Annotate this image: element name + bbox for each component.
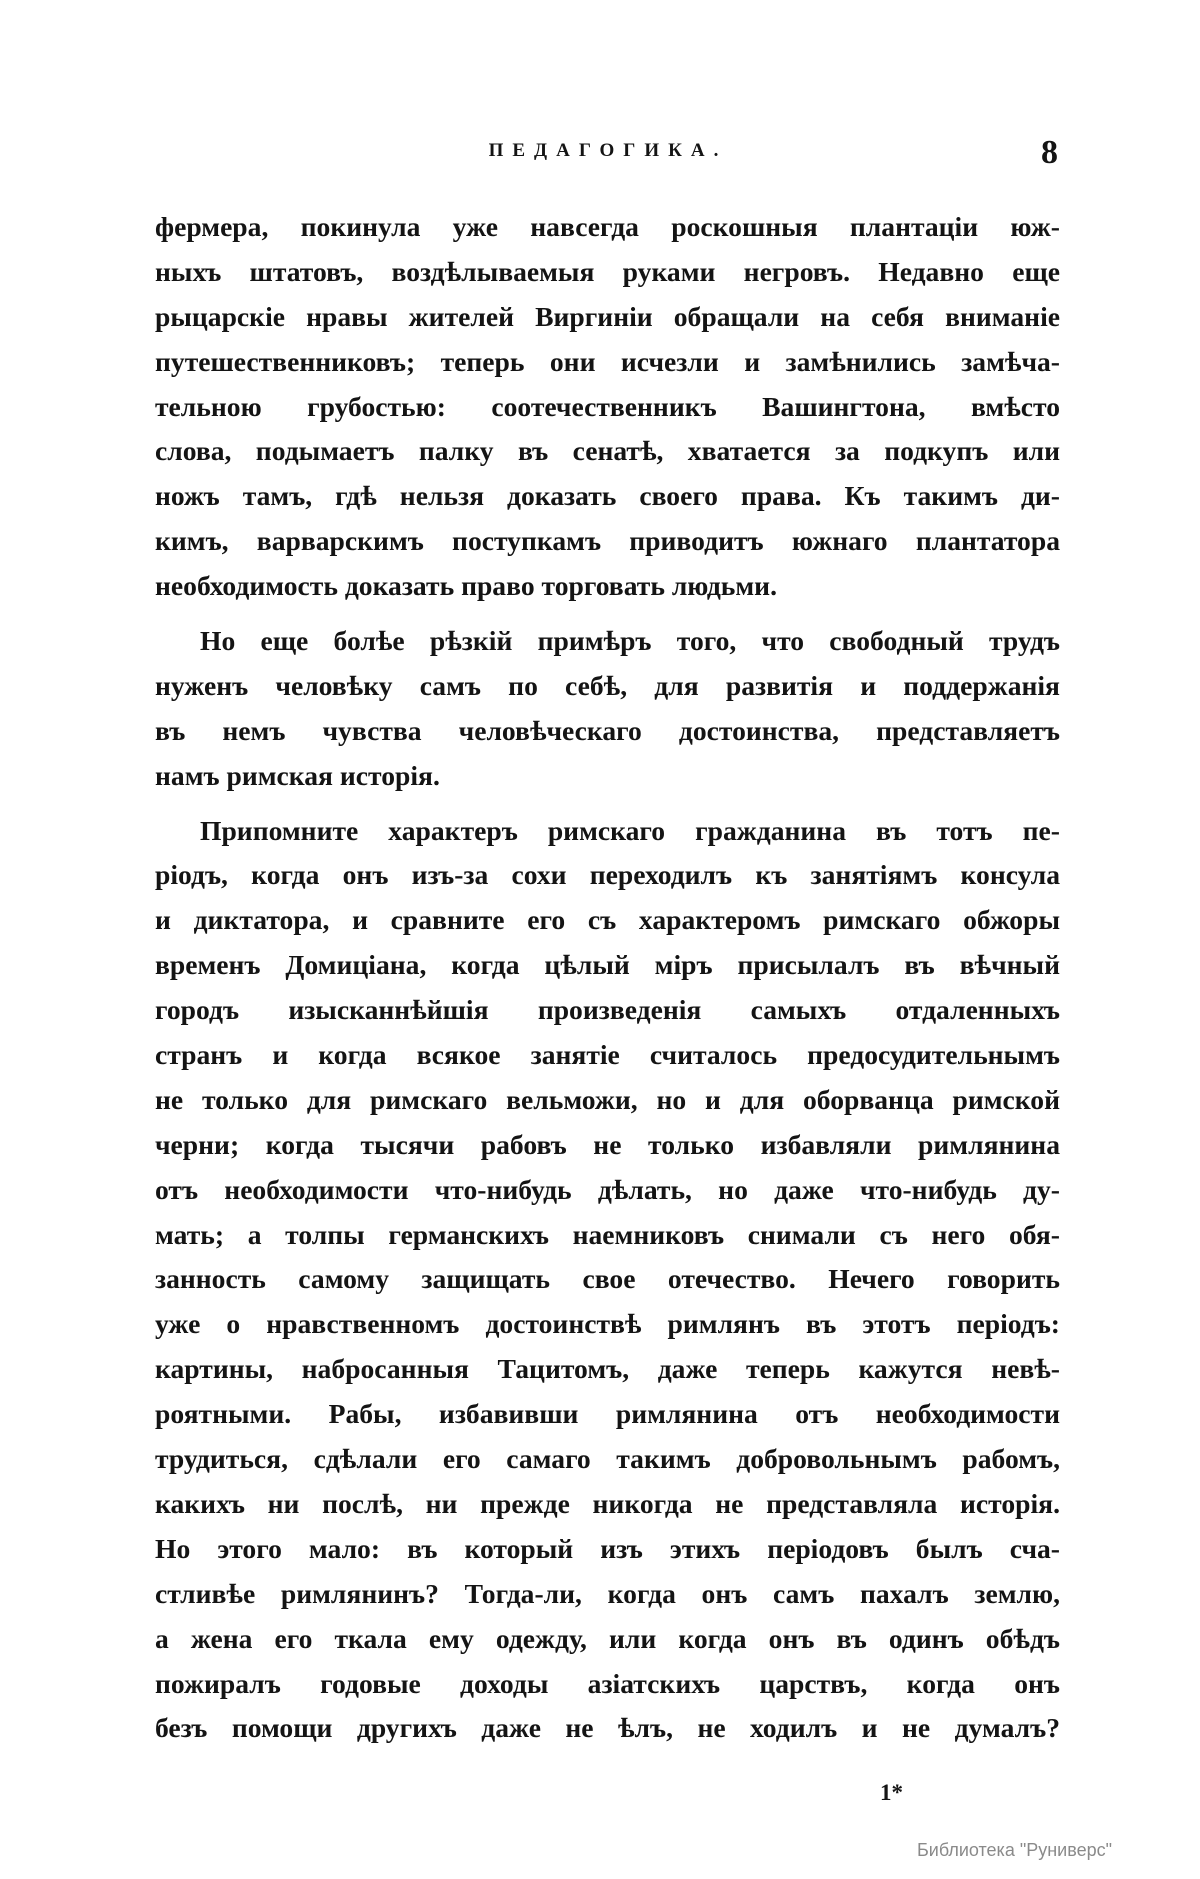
text-line: кимъ, варварскимъ поступкамъ приводитъ южнаго плантатора [155, 525, 1060, 557]
text-line: уже о нравственномъ достоинствѣ римлянъ въ этотъ перiодъ: [155, 1308, 1060, 1340]
text-line: намъ римская исторiя. [155, 759, 440, 791]
text-line: пожиралъ годовые доходы азiатскихъ царствъ, когда онъ [155, 1667, 1060, 1699]
signature-mark: 1* [880, 1780, 903, 1805]
paragraph-gap [155, 799, 1060, 809]
text-line: роятными. Рабы, избавивши римлянина отъ необходимости [155, 1398, 1060, 1430]
text-line: рiодъ, когда онъ изъ-за сохи переходилъ къ занятiямъ консула [155, 859, 1060, 891]
text-line: необходимость доказать право торговать людьми. [155, 570, 777, 602]
text-line: какихъ ни послѣ, ни прежде никогда не представляла исторiя. [155, 1487, 1060, 1519]
text-line: ножъ тамъ, гдѣ нельзя доказать своего права. Къ такимъ ди- [155, 480, 1060, 512]
text-line: черни; когда тысячи рабовъ не только избавляли римлянина [155, 1128, 1060, 1160]
text-line: нуженъ человѣку самъ по себѣ, для развитiя и поддержанiя [155, 669, 1060, 701]
library-watermark: Библиотека "Руниверс" [916, 1840, 1112, 1860]
text-line: фермера, покинула уже навсегда роскошныя плантацiи юж- [155, 211, 1060, 242]
text-line: Припомните характеръ римскаго гражданина въ тотъ пе- [200, 814, 1060, 846]
text-line: городъ изысканнѣйшiя произведенiя самыхъ отдаленныхъ [155, 994, 1060, 1026]
text-line: мать; а толпы германскихъ наемниковъ снимали съ него обя- [155, 1218, 1060, 1250]
paragraph-2 [155, 619, 1060, 799]
running-head [150, 134, 1060, 180]
text-line: въ немъ чувства человѣческаго достоинства, представляетъ [155, 714, 1060, 746]
text-line: путешественниковъ; теперь они исчезли и замѣнились замѣча- [155, 345, 1060, 377]
paragraph-gap [155, 609, 1060, 619]
text-line: отъ необходимости что-нибудь дѣлать, но даже что-нибудь ду- [155, 1173, 1060, 1205]
text-line: картины, набросанныя Тацитомъ, даже теперь кажутся невѣ- [155, 1353, 1060, 1385]
text-line: тельною грубостью: соотечественникъ Вашингтона, вмѣсто [155, 390, 1060, 422]
text-line: не только для римскаго вельможи, но и для оборванца римской [155, 1083, 1060, 1115]
text-line: занность самому защищать свое отечество. Нечего говорить [155, 1263, 1060, 1295]
paragraph-1 [155, 205, 1060, 609]
running-title: ПЕДАГОГИКА. [488, 140, 728, 161]
text-line: странъ и когда всякое занятiе считалось предосудительнымъ [155, 1039, 1060, 1071]
text-line: временъ Домицiана, когда цѣлый мiръ присылалъ въ вѣчный [155, 949, 1060, 981]
text-line: а жена его ткала ему одежду, или когда онъ въ одинъ обѣдъ [155, 1622, 1060, 1654]
text-line: трудиться, сдѣлали его самаго такимъ добровольнымъ рабомъ, [155, 1443, 1060, 1475]
paragraph-3 [155, 809, 1060, 1752]
text-line: и диктатора, и сравните его съ характеромъ римскаго обжоры [155, 904, 1060, 936]
text-line: слова, подымаетъ палку въ сенатѣ, хватается за подкупъ или [155, 435, 1060, 467]
text-line: Но еще болѣе рѣзкiй примѣръ того, что свободный трудъ [200, 625, 1060, 657]
body-text [155, 205, 1060, 1751]
text-line: стливѣе римлянинъ? Тогда-ли, когда онъ самъ пахалъ землю, [155, 1577, 1060, 1609]
text-line: рыцарскiе нравы жителей Виргинiи обращали на себя вниманiе [155, 300, 1060, 332]
text-line: безъ помощи другихъ даже не ѣлъ, не ходилъ и не думалъ? [155, 1712, 1060, 1744]
page-number: 8 [1041, 134, 1058, 171]
text-line: ныхъ штатовъ, воздѣлываемыя руками негровъ. Недавно еще [155, 255, 1060, 287]
text-line: Но этого мало: въ который изъ этихъ перiодовъ былъ сча- [155, 1532, 1060, 1564]
